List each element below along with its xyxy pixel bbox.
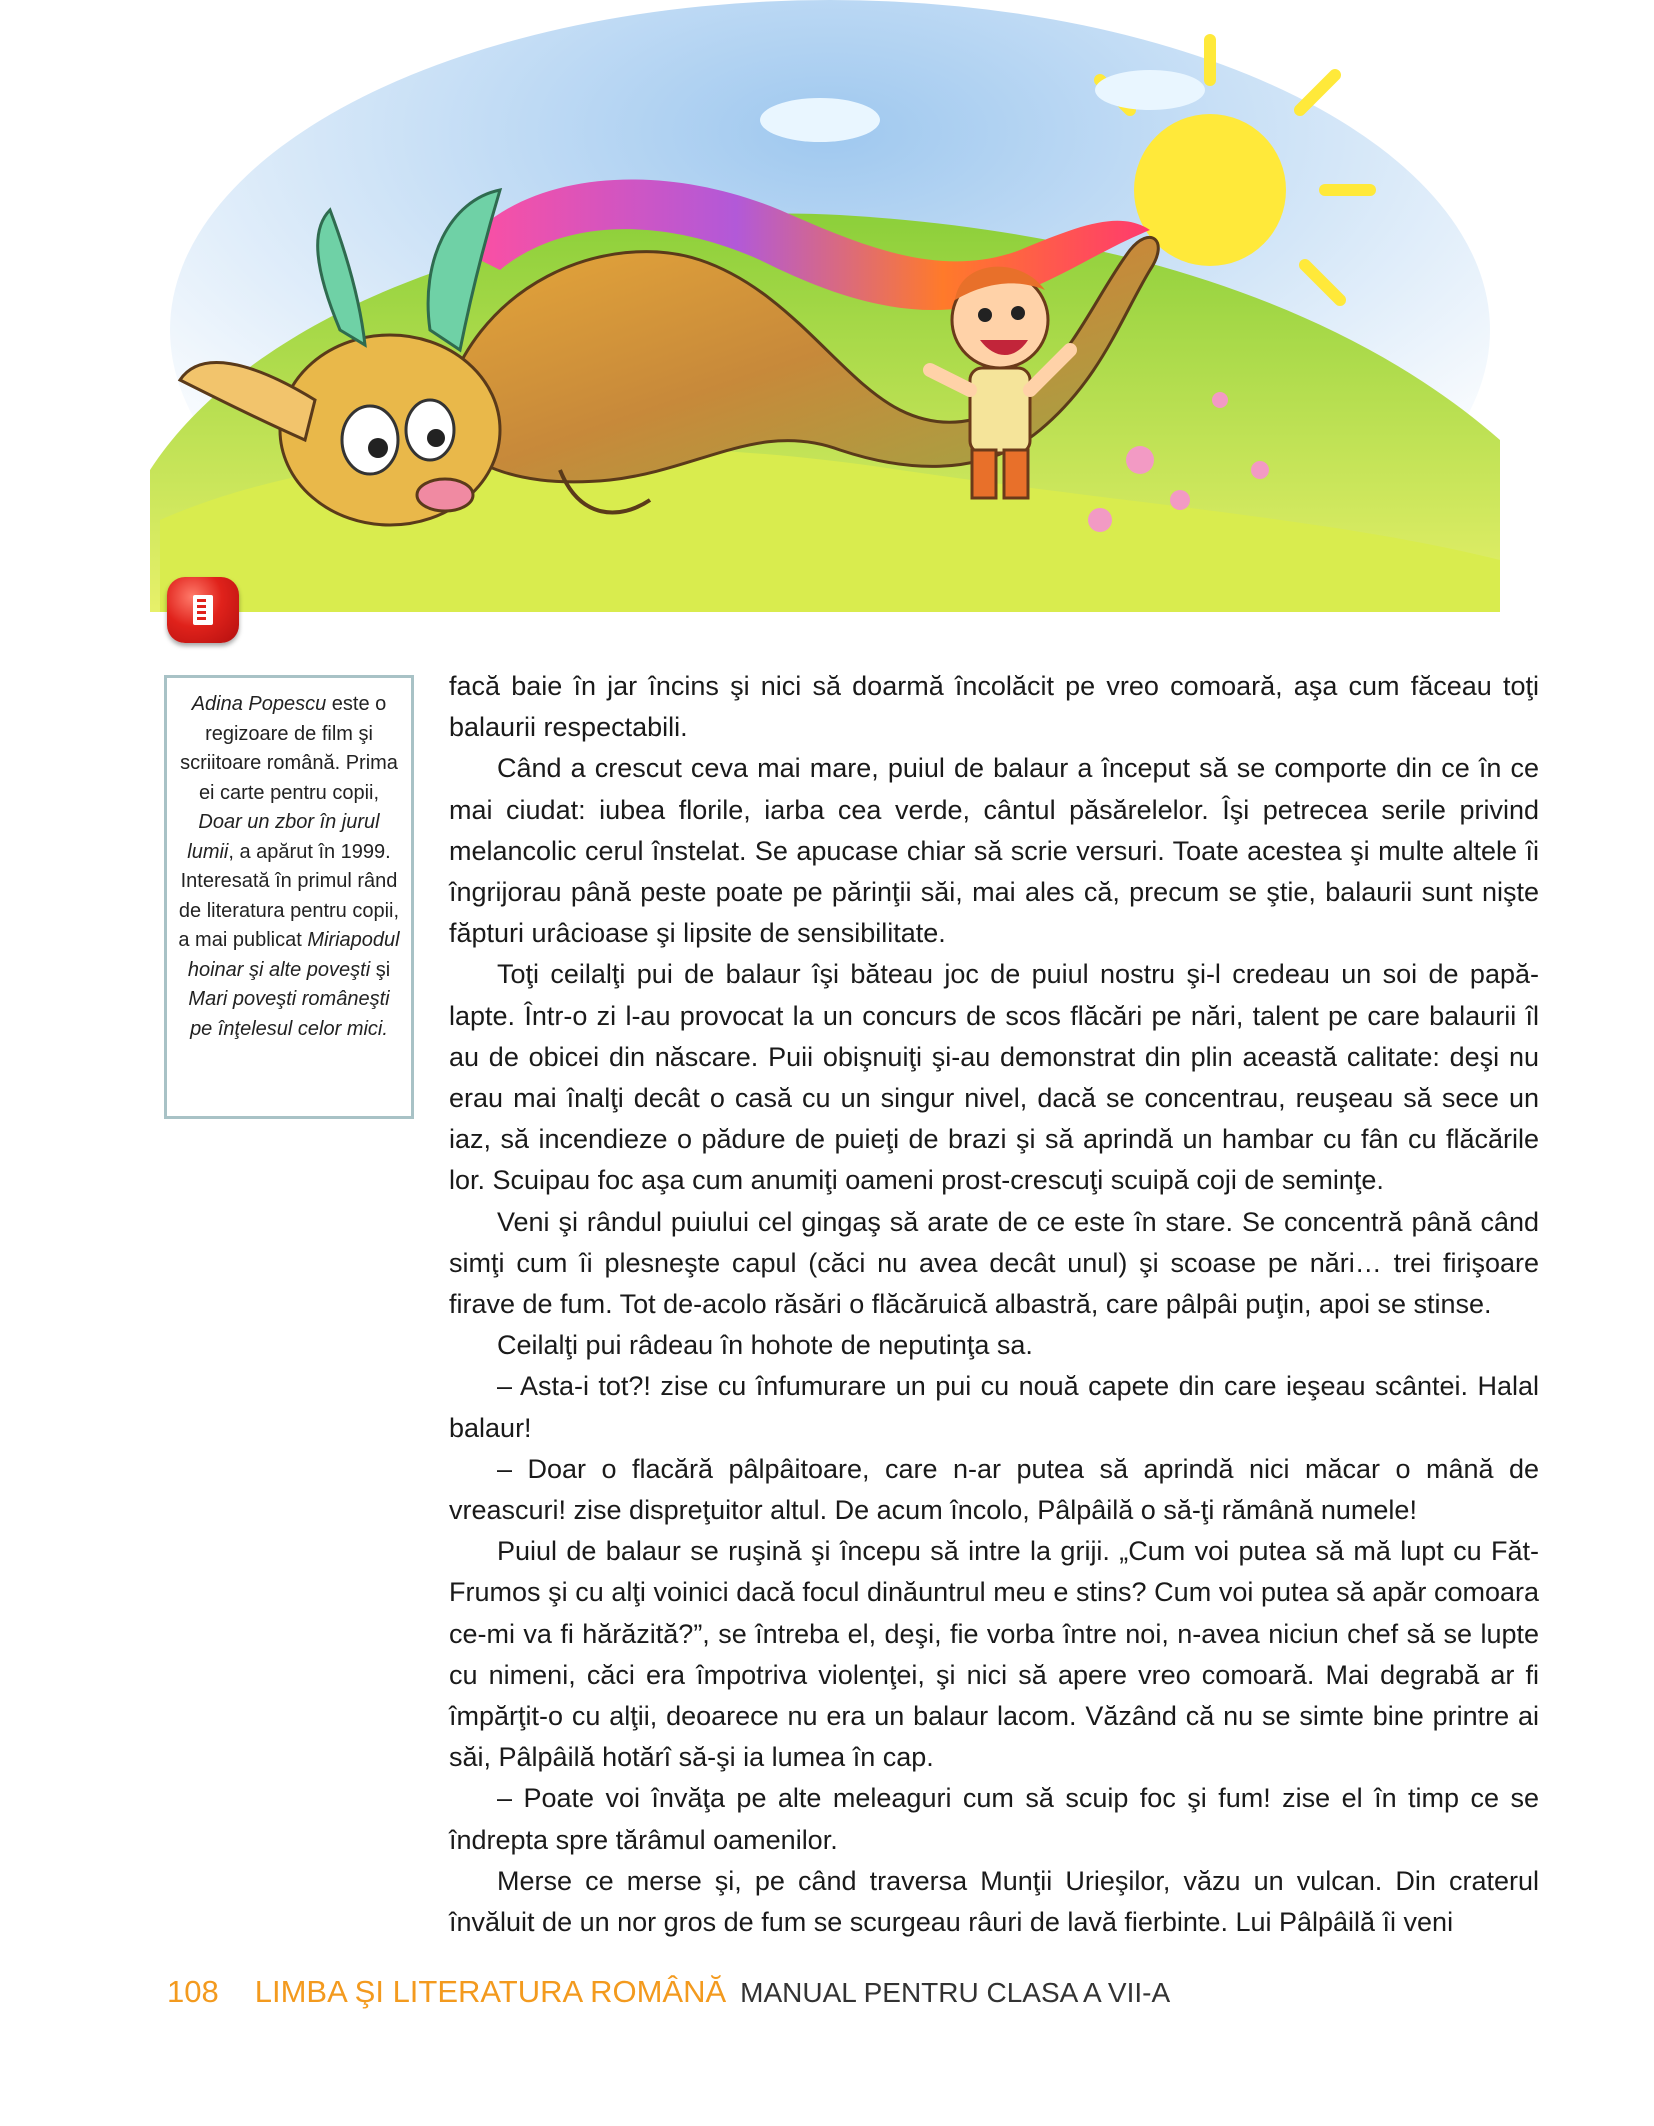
paragraph: – Poate voi învăţa pe alte meleaguri cum să scuip foc şi fum! zise el în timp ce se îndrepta spre tărâmul oamenilor. [449,1783,1539,1855]
page-footer [167,1974,1170,2024]
bio-book-title-3: Mari poveşti româneşti pe înţelesul celor mici. [188,988,390,1040]
dragon-illustration [140,0,1520,612]
audio-icon[interactable] [167,577,239,643]
manual-title: MANUAL PENTRU CLASA A VII-A [740,1977,1171,2008]
paragraph: Veni şi rândul puiului cel gingaş să arate de ce este în stare. Se concentră până când simţi cum îi plesneşte capul (căci nu avea decât unul) şi scoase pe nări… trei firişoare firave de fum. Tot de-acolo răsări o flăcăruică albastră, care pâlpâi puţin, apoi se stinse. [449,1206,1539,1320]
paragraph: facă baie în jar încins şi nici să doarmă încolăcit pe vreo comoară, aşa cum făceau toţi balaurii respectabili. [449,671,1539,743]
bio-text-3: şi [370,958,391,981]
page-number: 108 [167,1974,219,2009]
bio-book-title-2: Miriapodul hoinar şi alte poveşti [187,929,400,981]
dragon-illustration-svg [140,0,1520,612]
bio-text-2: , a apărut în 1999. Interesată în primul rând de literatura pentru copii, a mai publicat [178,840,400,951]
author-bio-box [164,675,414,1119]
paragraph: Toţi ceilalţi pui de balaur îşi băteau joc de puiul nostru şi-l credeau un soi de papă-lapte. Într-o zi l-au provocat la un concurs de scos flăcări pe nări, talent pe care balaurii îl au de obicei din născare. Puii obişnuiţi şi-au demonstrat din plin această calitate: deşi nu erau mai înalţi decât o casă cu un singur nivel, dacă se concentrau, reuşeau să sece un iaz, să incendieze o pădure de puieţi de brazi şi să aprindă un hambar cu fân cu flăcările lor. Scuipau foc aşa cum anumiţi oameni prost-crescuţi scuipă coji de seminţe. [449,959,1539,1196]
bio-author-name: Adina Popescu [191,693,327,715]
paragraph: Merse ce merse şi, pe când traversa Munţii Urieşilor, văzu un vulcan. Din craterul învăluit de un nor gros de fum se scurgeau râuri de lavă fierbinte. Lui Pâlpâilă îi veni [449,1865,1539,1938]
paragraph: Puiul de balaur se ruşină şi începu să intre la griji. „Cum voi putea să mă lupt cu Făt-Frumos şi cu alţi voinici dacă focul dinăuntrul meu e stins? Cum voi putea să apăr comoara ce-mi va fi hărăzită?”, se întreba el, deşi, fie vorba între noi, n-avea niciun chef să se lupte cu nimeni, căci era împotriva violenţei, şi nici să apere vreo comoară. Mai degrabă ar fi împărţit-o cu alţii, deoarece nu era un balaur lacom. Văzând că nu se simte bine printre ai săi, Pâlpâilă hotărî să-şi ia lumea în cap. [449,1536,1539,1773]
bio-text-1: este o regizoare de film şi scriitoare română. Prima ei carte pentru copii, [180,693,398,804]
paragraph: Când a crescut ceva mai mare, puiul de balaur a început să se comporte din ce în ce mai ciudat: iubea florile, iarba cea verde, cântul păsărelelor. Îşi petrecea serile privind melancolic cerul înstelat. Se apucase chiar să scrie versuri. Toate acestea şi multe altele îi îngrijorau până peste poate pe părinţii săi, mai ales că, precum se ştie, balaurii sunt nişte făpturi urâcioase şi lipsite de sensibilitate. [449,753,1539,949]
paragraph: – Asta-i tot?! zise cu înfumurare un pui cu nouă capete din care ieşeau scântei. Halal balaur! [449,1371,1539,1443]
subject-title: LIMBA ŞI LITERATURA ROMÂNĂ [254,1974,727,2009]
bio-book-title-1: Doar un zbor în jurul lumii [187,811,380,863]
paragraph: – Doar o flacără pâlpâitoare, care n-ar putea să aprindă nici măcar o mână de vreascuri! zise dispreţuitor altul. De acum încolo, Pâlpâilă o să-ţi rămână numele! [449,1453,1539,1526]
story-text [449,666,1539,1943]
paragraph: Ceilalţi pui râdeau în hohote de neputinţa sa. [497,1330,1033,1361]
